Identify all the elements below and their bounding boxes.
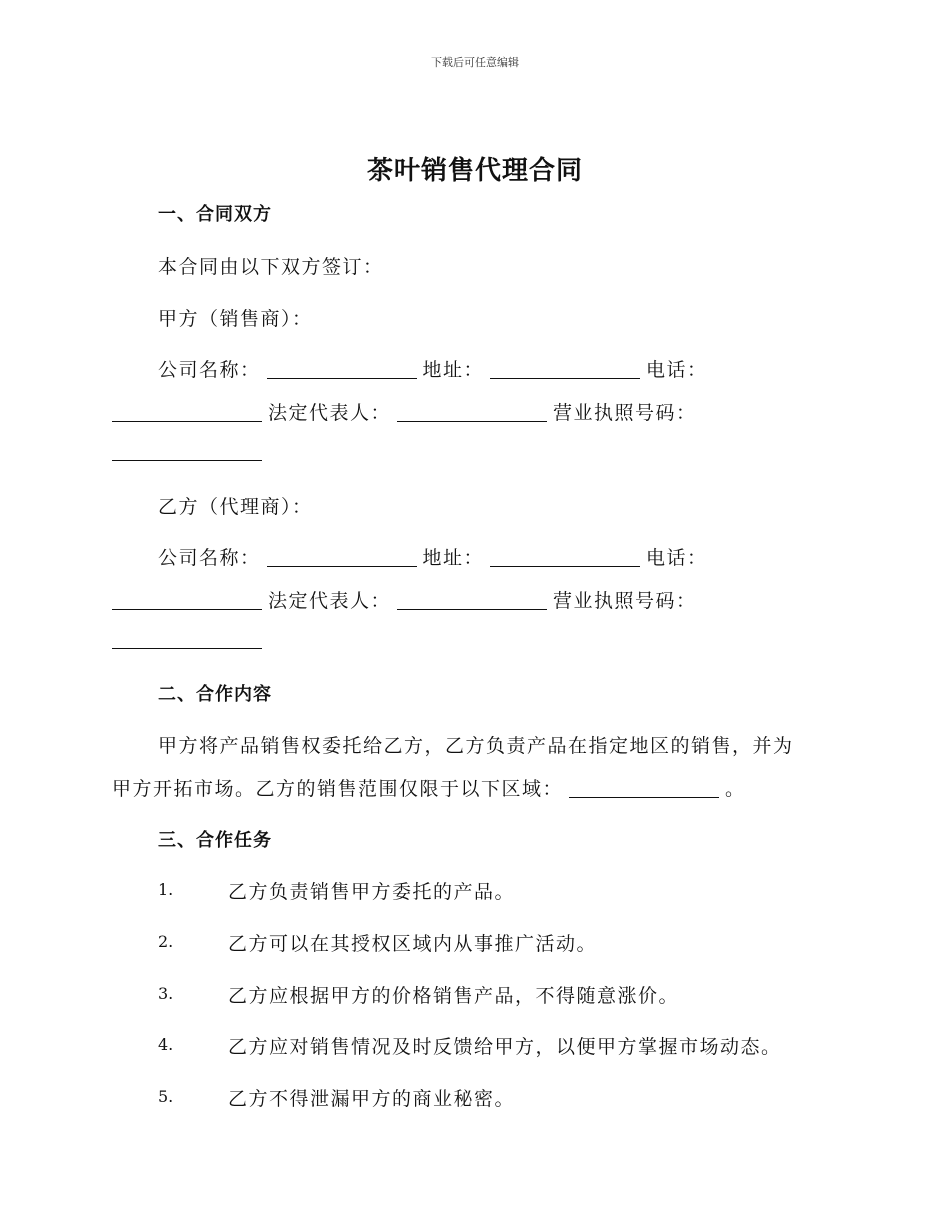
- task-item: 乙方应对销售情况及时反馈给甲方，以便甲方掌握市场动态。: [228, 1036, 782, 1058]
- page-header-note: 下载后可任意编辑: [431, 56, 519, 69]
- party-a-license-blank: [112, 459, 262, 461]
- party-a-company-blank: [267, 377, 417, 379]
- task-number: 4.: [158, 1035, 174, 1054]
- task-number: 3.: [158, 984, 174, 1003]
- party-a-phone-blank: [112, 420, 262, 422]
- cooperation-line-2: [112, 774, 746, 801]
- task-item: 乙方负责销售甲方委托的产品。: [228, 881, 516, 903]
- party-b-row3: [112, 629, 268, 651]
- party-b-rep-label: 法定代表人：: [268, 590, 392, 612]
- party-b-company-blank: [267, 565, 417, 567]
- party-b-address-label: 地址：: [422, 547, 485, 569]
- party-a-license-label: 营业执照号码：: [553, 402, 697, 424]
- section-heading-tasks: 三、合作任务: [158, 830, 272, 851]
- document-title: 茶叶销售代理合同: [366, 156, 583, 186]
- party-b-phone-blank: [112, 608, 262, 610]
- party-a-row3: [112, 441, 268, 463]
- party-b-license-blank: [112, 647, 262, 649]
- party-a-row2: [112, 398, 697, 425]
- party-b-company-label: 公司名称：: [158, 547, 261, 569]
- party-a-company-label: 公司名称：: [158, 359, 261, 381]
- region-blank: [569, 796, 719, 798]
- party-a-phone-label: 电话：: [646, 359, 708, 381]
- section-heading-parties: 一、合同双方: [158, 204, 272, 225]
- cooperation-line-1: 甲方将产品销售权委托给乙方，乙方负责产品在指定地区的销售，并为: [158, 735, 794, 757]
- task-number: 1.: [158, 880, 174, 899]
- contract-intro: 本合同由以下双方签订：: [158, 256, 384, 278]
- party-b-label: 乙方（代理商）：: [158, 496, 313, 518]
- party-a-row1: [158, 355, 708, 382]
- task-number: 5.: [158, 1087, 174, 1106]
- section-heading-cooperation: 二、合作内容: [158, 684, 272, 705]
- party-b-address-blank: [490, 565, 640, 567]
- party-a-label: 甲方（销售商）：: [158, 308, 313, 330]
- party-b-license-label: 营业执照号码：: [553, 590, 697, 612]
- party-b-row2: [112, 586, 697, 613]
- cooperation-line-2-text: 甲方开拓市场。乙方的销售范围仅限于以下区域：: [112, 778, 564, 800]
- task-number: 2.: [158, 932, 174, 951]
- party-a-address-blank: [490, 377, 640, 379]
- party-a-address-label: 地址：: [422, 359, 485, 381]
- task-item: 乙方应根据甲方的价格销售产品，不得随意涨价。: [228, 985, 680, 1007]
- party-b-phone-label: 电话：: [646, 547, 708, 569]
- cooperation-line-2-end: 。: [725, 778, 746, 800]
- task-item: 乙方不得泄漏甲方的商业秘密。: [228, 1088, 516, 1110]
- party-a-rep-blank: [397, 420, 547, 422]
- task-item: 乙方可以在其授权区域内从事推广活动。: [228, 933, 598, 955]
- party-a-rep-label: 法定代表人：: [268, 402, 392, 424]
- party-b-rep-blank: [397, 608, 547, 610]
- party-b-row1: [158, 543, 708, 570]
